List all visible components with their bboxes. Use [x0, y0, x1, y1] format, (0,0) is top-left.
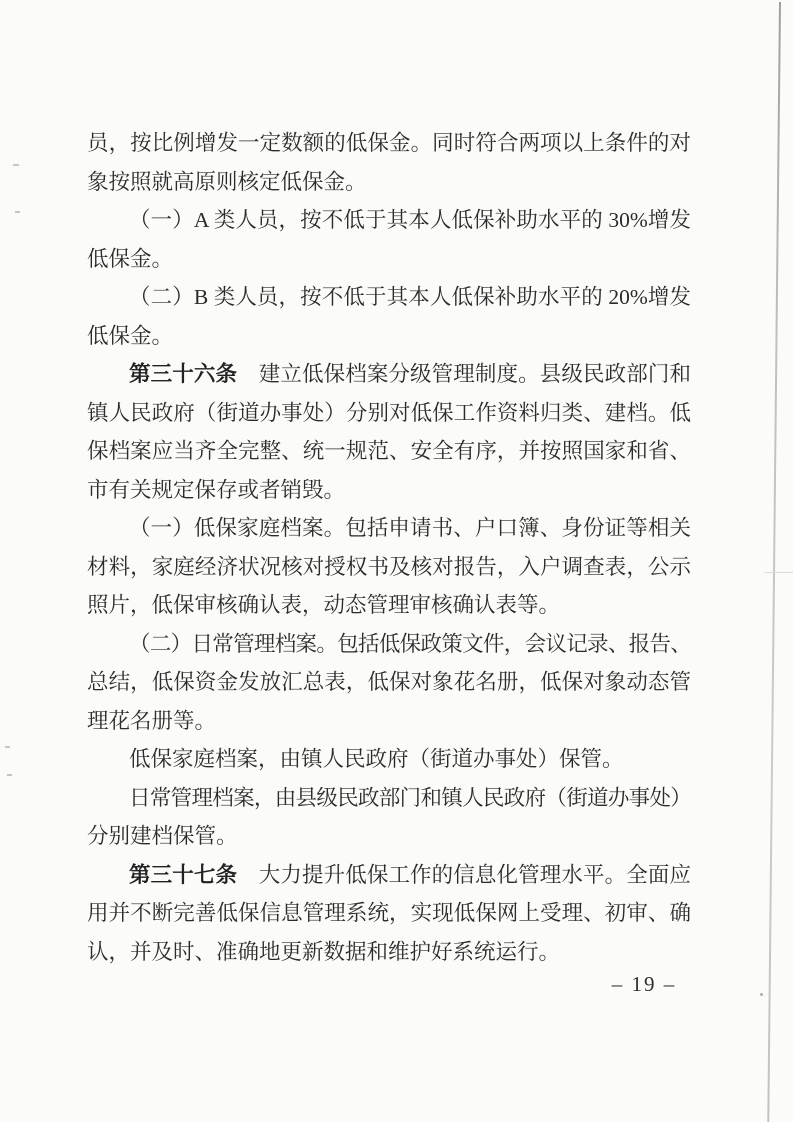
document-body: [87, 124, 691, 971]
scan-edge-tick: [764, 572, 793, 573]
text-line: [87, 548, 691, 587]
text-line: [87, 779, 691, 818]
text-segment: 低保金。: [87, 323, 174, 348]
text-segment: 总结，低保资金发放汇总表，低保对象花名册，低保对象动态管: [87, 670, 691, 694]
text-segment: 建立低保档案分级管理制度。县级民政部门和: [237, 362, 691, 386]
text-segment: 日常管理档案，由县级民政部门和镇人民政府（街道办事处）: [129, 785, 691, 810]
text-segment: （二）B 类人员，按不低于其本人低保补助水平的 20%增发: [129, 285, 691, 309]
scan-speck: [5, 746, 10, 748]
text-segment: （二）日常管理档案。包括低保政策文件，会议记录、报告、: [129, 631, 691, 656]
text-segment: 员，按比例增发一定数额的低保金。同时符合两项以上条件的对: [87, 131, 691, 155]
text-segment: 象按照就高原则核定低保金。: [87, 169, 367, 194]
scan-speck-dot: [760, 993, 763, 996]
text-line: [87, 894, 691, 933]
text-segment: 大力提升低保工作的信息化管理水平。全面应: [237, 862, 691, 887]
text-line: [87, 933, 691, 972]
text-line: [87, 509, 691, 548]
text-segment: 低保家庭档案，由镇人民政府（街道办事处）保管。: [129, 747, 624, 771]
text-line: [87, 124, 691, 163]
text-line: [87, 702, 691, 741]
article-number: 第三十七条: [129, 862, 238, 887]
text-segment: 低保金。: [87, 246, 174, 271]
text-line: [87, 663, 691, 702]
scan-speck: [13, 164, 19, 166]
text-segment: 市有关规定保存或者销毁。: [87, 477, 346, 502]
text-line: [87, 432, 691, 471]
text-segment: 用并不断完善低保信息管理系统，实现低保网上受理、初审、确: [87, 901, 691, 925]
text-line: [87, 471, 691, 510]
text-segment: 照片，低保审核确认表，动态管理审核确认表等。: [87, 593, 561, 617]
text-segment: 镇人民政府（街道办事处）分别对低保工作资料归类、建档。低: [87, 400, 691, 425]
text-line: [87, 394, 691, 433]
scan-edge-line: [767, 2, 781, 1122]
text-line: [87, 278, 691, 317]
text-line: [87, 625, 691, 664]
text-line: [87, 240, 691, 279]
scan-speck: [15, 211, 20, 213]
text-line: [87, 317, 691, 356]
text-segment: （一）低保家庭档案。包括申请书、户口簿、身份证等相关: [129, 516, 691, 540]
text-line: [87, 355, 691, 394]
text-segment: 认，并及时、准确地更新数据和维护好系统运行。: [87, 939, 561, 964]
text-line: [87, 201, 691, 240]
text-segment: （一）A 类人员，按不低于其本人低保补助水平的 30%增发: [129, 208, 691, 232]
scan-speck: [7, 774, 12, 776]
text-line: [87, 163, 691, 202]
text-line: [87, 586, 691, 625]
text-segment: 保档案应当齐全完整、统一规范、安全有序，并按照国家和省、: [87, 439, 691, 463]
article-number: 第三十六条: [129, 362, 238, 386]
page-number: – 19 –: [611, 972, 677, 996]
text-line: [87, 740, 691, 779]
text-line: [87, 856, 691, 895]
text-segment: 分别建档保管。: [87, 824, 238, 848]
text-line: [87, 817, 691, 856]
text-segment: 理花名册等。: [87, 708, 217, 733]
text-segment: 材料，家庭经济状况核对授权书及核对报告，入户调查表，公示: [87, 554, 691, 579]
